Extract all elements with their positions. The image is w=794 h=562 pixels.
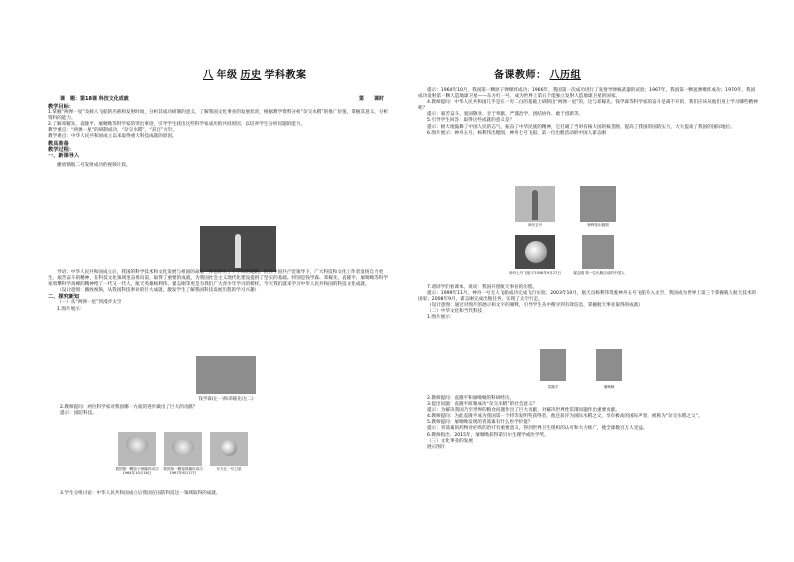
header-grade-subject	[200, 66, 307, 81]
goal-2: 2.了解邓稼先、袁隆平、屠呦呦等科学家的突出事迹，引导学生找出这些科学家成功的共同原因，以培养学生分析问题的能力。	[48, 122, 306, 128]
caption-zhai-zhigang: 翟志刚 第一位出舱活动的中国人	[573, 271, 625, 275]
right-line-10: （二）中华文化和当代科技	[427, 309, 483, 315]
right-line-15: 4.教师提问：为此袁隆平成为我国第一个特等发明奖获得者，他还获评为国际水稻之父，享有极高的国际声誉，被称为“杂交水稻之父”。	[427, 414, 703, 420]
right-line-7: 7.请同学们看课本，说说：我国开创航天事业的历程。	[427, 285, 538, 290]
shenzhou7-image	[515, 235, 555, 269]
question-3: 3.学生分组讨论：中华人民共和国成立后我国在国防科技这一领域取得的成就。	[60, 491, 221, 496]
left-column-2	[48, 270, 390, 313]
left-column-3	[60, 405, 390, 417]
header-teacher	[494, 66, 584, 81]
right-line-19: （三）文化事业的发展	[427, 438, 473, 444]
rocket-shape-2	[532, 190, 538, 220]
lesson-title: 课 题：第18课 科技文化成就	[60, 96, 129, 102]
goal-1: 1.掌握“两弹一星”及载人飞船的名称和发射时间，分析其成功研制的意义，了解我国文化事业的发展状况，根据教学资料分析“杂交水稻”的推广价值，掌握其意义，分析资料的能力。	[48, 110, 389, 122]
caption-hydrogen-bomb: 我国第一颗氢弹爆炸成功 1967年6月17日	[163, 467, 203, 476]
right-column-3	[418, 396, 758, 451]
right-line-3: 提示：艰苦奋斗、爱国敬业、甘于奉献、严谨治学、团结协作、敢于创新等。	[427, 112, 584, 118]
caption-yuan-longping: 袁隆平	[547, 385, 559, 389]
hydrogen-bomb-image	[164, 432, 202, 466]
caption-shenzhou7: 神舟七号飞船于2008年9月27日	[509, 271, 561, 275]
caption-shenzhou5: 神舟五号	[527, 223, 543, 227]
right-column	[418, 88, 758, 137]
teacher-value: 八历组	[549, 70, 581, 81]
rocket-shape	[235, 234, 241, 268]
right-line-9: （设计意图：通过对图片的展示和文字的阐释，引导学生从中搜寻到有效信息，掌握航天事业取得的成就）	[427, 303, 643, 309]
show-1: 1.图片展示：	[57, 306, 85, 312]
hint-2: 提示：国防科技。	[60, 411, 97, 417]
atomic-bomb-image	[118, 432, 156, 466]
right-line-12: 2.教师提问：袁隆平和屠呦呦的科研经历。	[427, 396, 515, 401]
scientists-caption: 钱学森(左一)和邓稼先(左二)	[198, 397, 254, 402]
right-line-1: 提示：1964年10月，我国第一颗原子弹爆炸成功；1966年，我国第一次成功进行了发射导弹核武器的试验；1967年，我国第一颗氢弹爆炸成功；1970年，我国成功发射第一颗人造地球卫星——东方红一号，成为世界上第五个能独立发射人造地球卫星的国家。	[418, 88, 756, 100]
right-line-18: 6.教师指出：2015年，屠呦呦获得诺贝尔生理学或医学奖。	[427, 432, 549, 438]
right-line-6: 6.图片展示：神舟五号、杨利伟出舱图、神舟七号飞船、第一位出舱活动的中国人翟志刚	[427, 130, 606, 136]
caption-atomic-bomb: 我国第一颗原子弹爆炸成功 1964年10月16日	[115, 467, 159, 476]
satellite-shape	[221, 440, 237, 456]
subject-value: 历史	[240, 70, 262, 81]
left-column	[48, 104, 390, 169]
right-line-11: 1.图片展示：	[427, 315, 455, 321]
grade-label: 年级	[216, 70, 238, 81]
spacecraft-shape	[525, 241, 547, 263]
subject-label: 学科教案	[264, 70, 307, 81]
caption-tu-youyou: 屠呦呦	[603, 385, 615, 389]
tu-youyou-image	[596, 349, 622, 381]
left-column-4	[60, 491, 390, 497]
right-column-2	[418, 285, 758, 322]
caption-yang-liwei: 杨利伟出舱图	[587, 223, 609, 227]
sub-heading-1: （一）从“两弹一星”到漫步太空	[57, 300, 122, 306]
guide-text: 导语：中华人民共和国成立后，我国的科学技术和文化发展与祖国的命运一样也经历了不平坦的道路。但在中国共产党领导下，广大科技和文化工作者发扬自力更生、艰苦奋斗的精神，在科技文化领域里奋勇向前，取得了重要的成就，为我国社会主义现代化建设提供了坚实的基础。特别是钱学森、邓稼先、袁隆平、屠呦呦等科学家勇攀科学高峰的精神给了一代又一代人，航天英雄杨利伟、翟志刚等更是为我们广大青少年学习的榜样。今天我们就来学习中华人民共和国的科技文化成就。	[48, 270, 388, 288]
period-label: 第 课时	[358, 96, 384, 102]
right-line-13: 3.提出问题：袁隆平研制成功“杂交水稻”的社会意义？	[427, 402, 538, 408]
right-line-17: 提示：青蒿素的药物对疟疾的治疗有重要意义，得到世界卫生组织的认可和大力推广，使全球数百万人受益。	[427, 426, 648, 432]
process-heading: 教学过程：	[48, 146, 74, 153]
teacher-label: 备课教师：	[494, 70, 547, 81]
satellite-image	[210, 432, 248, 466]
yang-liwei-image	[580, 186, 616, 222]
prep-heading: 教具准备	[48, 140, 69, 147]
design-note: （设计意图：播放视频，从我国科技事业的巨大成就，激发学生了解我国科技发展历程的学习兴趣）	[57, 288, 260, 294]
grade-value: 八	[203, 70, 214, 81]
mushroom-cloud-shape	[126, 436, 148, 454]
right-line-20: 展示图片	[427, 444, 446, 450]
right-line-16: 5.教师提问：屠呦呦发现的青蒿素有什么医学价值？	[427, 420, 533, 426]
right-line-2: 4.教师提问：中华人民共和国几乎是在一穷二白的基础上研制出“两弹一星”的，这与邓稼先、钱学森等科学家的奋斗是离不开的，我们应该从他们身上学习哪些精神呢？	[418, 100, 758, 112]
right-line-14: 提示：为解决我国乃至世界的粮食问题作出了巨大贡献，对解决世界性饥饿问题作出重要贡献。	[427, 408, 620, 414]
launch-video-image	[200, 226, 276, 272]
question-2: 2.教师提问：两位科学家对我国哪一方面的进步做出了巨大的贡献？	[60, 405, 198, 410]
yuan-longping-image	[540, 349, 566, 381]
right-line-5: 提示：极大地鼓舞了中国人民的志气，振奋了中华民族的精神，它打破了当时有核大国的核垄断，提高了我国的国防实力，大大提高了我国的国际地位。	[427, 124, 735, 130]
shenzhou5-image	[515, 186, 555, 222]
difficulty: 教学难点：中华人民共和国成立以来取得重大科技成就的原因。	[48, 134, 177, 140]
zhai-zhigang-image	[582, 235, 614, 269]
right-line-8: 提示：1999年11月，神舟一号无人飞船成功完成飞行实验；2003年10月，航天员杨利伟驾驶神舟五号飞船升入太空，我国成为世界上第三个掌握载人航天技术的国家；2008年9月，翟志刚完成出舱任务，实现了太空行走。	[418, 291, 757, 303]
scientists-photo	[196, 356, 256, 394]
lesson-title-line	[60, 95, 390, 102]
goals-heading: 教学目标：	[48, 104, 74, 110]
explore-heading: 二、探究新知	[48, 294, 80, 301]
intro-line: 播放钢航二号发射成功的视频片段。	[57, 162, 131, 168]
intro-heading: 一、新课导入	[48, 152, 80, 159]
caption-satellite: 东方红一号卫星	[216, 467, 242, 471]
key-point: 教学重点：“两弹一星”的研制成功，“杂交水稻”，“双百”方针。	[48, 128, 178, 134]
mushroom-cloud-shape-2	[172, 438, 194, 456]
right-line-4: 5.引导学生回答：取得这些成就的意义是？	[427, 118, 515, 124]
